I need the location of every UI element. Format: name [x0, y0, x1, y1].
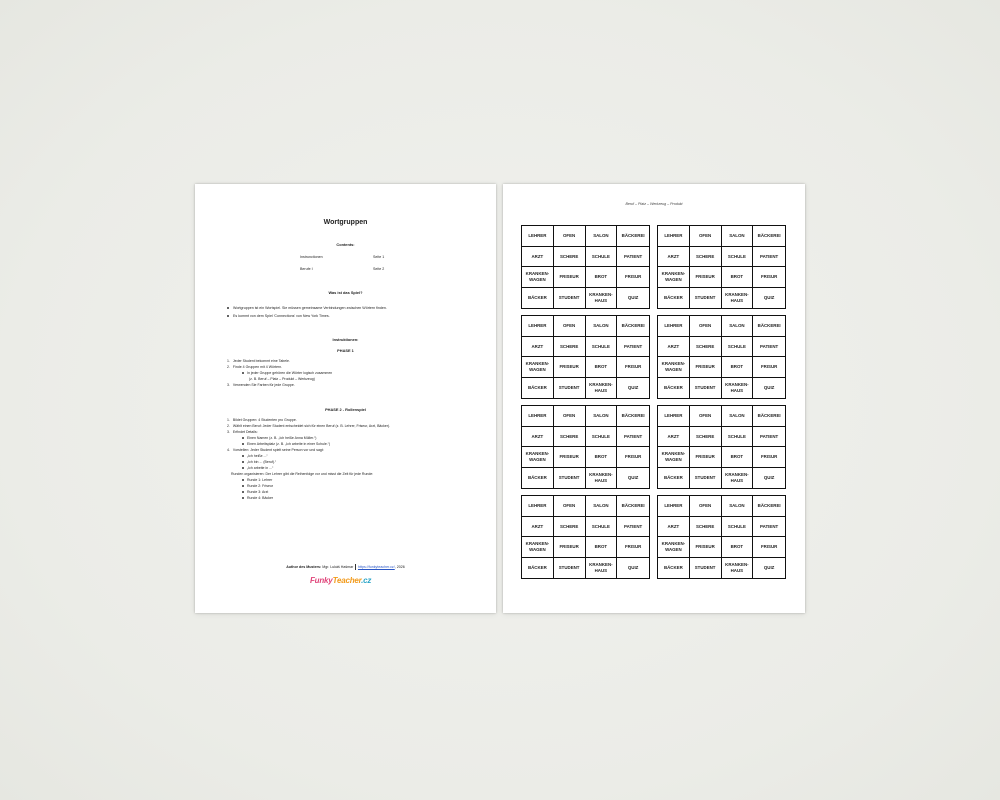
grid-cell[interactable]: FRISEUR — [554, 537, 586, 558]
line-text: Runde 2: Friseur — [247, 484, 274, 488]
grid-cell[interactable]: LEHRER — [658, 406, 690, 427]
grid-cell[interactable]: FRISUR — [753, 537, 785, 558]
grid-cell[interactable]: OFEN — [690, 226, 722, 247]
bullet-dot-icon — [242, 372, 244, 374]
grid-cell[interactable]: KRANKEN- WAGEN — [522, 447, 554, 468]
grid-cell[interactable]: PATIENT — [753, 247, 785, 268]
grid-page-heading: Beruf – Platz – Werkzeug – Produkt — [625, 202, 683, 206]
grid-cell[interactable]: LEHRER — [658, 496, 690, 517]
grid-cell[interactable]: SCHULE — [586, 337, 618, 358]
grid-cell[interactable]: KRANKEN- HAUS — [586, 378, 618, 399]
grid-cell[interactable]: ARZT — [658, 517, 690, 538]
toc-page-1: Seite 1 — [373, 255, 385, 259]
grid-cell[interactable]: BÄCKEREI — [617, 406, 649, 427]
grid-cell[interactable]: STUDENT — [690, 558, 722, 579]
grid-cell[interactable]: SCHERE — [554, 247, 586, 268]
word-grid — [521, 225, 650, 309]
grid-cell[interactable]: BÄCKER — [522, 468, 554, 489]
grid-cell[interactable]: FRISEUR — [690, 267, 722, 288]
grid-cell[interactable]: BÄCKER — [658, 288, 690, 309]
grid-cell[interactable]: BROT — [586, 357, 618, 378]
word-grid — [657, 495, 786, 579]
what-bullet-2: Es kommt von dem Spiel 'Connections' von New York Times. — [227, 312, 477, 320]
funkyteacher-logo: FunkyTeacher.cz — [310, 576, 372, 585]
line-text: Runde 1: Lehrer — [247, 478, 273, 482]
line-text: Finde 4 Gruppen mit 4 Wörtern. — [232, 365, 283, 369]
contents-heading: Contents: — [336, 242, 355, 247]
grid-cell[interactable]: OFEN — [554, 316, 586, 337]
grid-cell[interactable]: ARZT — [522, 337, 554, 358]
grid-cell[interactable]: KRANKEN- WAGEN — [522, 357, 554, 378]
phase2-line — [227, 495, 390, 501]
document-title: Wortgruppen — [323, 219, 368, 226]
grid-cell[interactable]: SCHULE — [586, 517, 618, 538]
grid-cell[interactable]: STUDENT — [554, 468, 586, 489]
list-number: 2. — [227, 424, 230, 428]
grid-cell[interactable]: LEHRER — [522, 226, 554, 247]
author-label: Author des Musters: — [286, 564, 322, 569]
toc-label-1: Instrunctionen — [300, 255, 323, 259]
grid-cell[interactable]: FRISUR — [753, 267, 785, 288]
grid-cell[interactable]: KRANKEN- HAUS — [586, 558, 618, 579]
bullet-dot-icon — [242, 491, 244, 493]
bullet-dot-icon — [242, 497, 244, 499]
line-text: (z. B. Beruf – Platz – Produkt – Werkzeug) — [249, 377, 315, 381]
line-text: Vorstellen: Jeder Student spielt seine Person vor und sagt: — [232, 448, 324, 452]
list-number: 3. — [227, 383, 230, 387]
grid-cell[interactable]: BROT — [722, 537, 754, 558]
grid-cell[interactable]: KRANKEN- WAGEN — [522, 537, 554, 558]
grid-cell[interactable]: SCHERE — [690, 247, 722, 268]
grid-cell[interactable]: BÄCKEREI — [753, 406, 785, 427]
grid-cell[interactable]: BÄCKER — [522, 558, 554, 579]
grid-cell[interactable]: SCHULE — [586, 427, 618, 448]
grid-cell[interactable]: PATIENT — [617, 427, 649, 448]
grid-cell[interactable]: SCHERE — [554, 517, 586, 538]
line-text: Einen Arbeitsplatz (z. B. „Ich arbeite in einer Schule.“) — [247, 442, 331, 446]
what-heading: Was ist das Spiel? — [328, 290, 363, 295]
grid-cell[interactable]: BÄCKEREI — [753, 316, 785, 337]
grid-cell[interactable]: FRISEUR — [690, 447, 722, 468]
line-text: „Ich bin ... (Beruf).“ — [247, 460, 277, 464]
grid-cell[interactable]: OFEN — [690, 496, 722, 517]
grid-cell[interactable]: STUDENT — [690, 468, 722, 489]
list-number: 3. — [227, 430, 230, 434]
grid-cell[interactable]: KRANKEN- WAGEN — [658, 447, 690, 468]
grid-cell[interactable]: QUIZ — [627, 385, 639, 391]
grid-cell[interactable]: BÄCKEREI — [753, 226, 785, 247]
phase1-heading: PHASE 1 — [337, 348, 354, 353]
grid-cell[interactable]: SCHULE — [722, 427, 754, 448]
grid-cell[interactable]: PATIENT — [753, 337, 785, 358]
grid-cell[interactable]: FRISEUR — [690, 537, 722, 558]
grid-cell[interactable]: BROT — [722, 267, 754, 288]
grid-cell[interactable]: FRISEUR — [690, 357, 722, 378]
author-line: Author des Musters: Mgr. Lukáš Hašmar https://funkyteacher.cz/, 2026 — [286, 564, 405, 569]
phase1-line — [227, 382, 332, 388]
grid-cell[interactable]: SCHERE — [554, 337, 586, 358]
phase2-list — [227, 417, 390, 501]
grid-cell[interactable]: KRANKEN- WAGEN — [658, 357, 690, 378]
grid-cell[interactable]: BROT — [722, 447, 754, 468]
grid-cell[interactable]: STUDENT — [554, 288, 586, 309]
grid-cell[interactable]: QUIZ — [627, 475, 639, 481]
grid-cell[interactable]: BÄCKER — [658, 558, 690, 579]
line-text: Erfindet Details: — [232, 430, 258, 434]
grid-cell[interactable]: KRANKEN- HAUS — [586, 288, 618, 309]
grid-cell[interactable]: OFEN — [554, 406, 586, 427]
grid-cell[interactable]: PATIENT — [617, 337, 649, 358]
grid-cell[interactable]: BÄCKER — [658, 378, 690, 399]
grid-cell[interactable]: FRISUR — [617, 537, 649, 558]
bullet-dot-icon — [242, 485, 244, 487]
author-name: Mgr. Lukáš Hašmar — [322, 564, 354, 569]
grid-cell[interactable]: OFEN — [690, 406, 722, 427]
grid-cell[interactable]: BÄCKEREI — [617, 226, 649, 247]
grid-cell[interactable]: SCHERE — [690, 337, 722, 358]
grid-cell[interactable]: PATIENT — [753, 427, 785, 448]
grid-cell[interactable]: FRISEUR — [554, 357, 586, 378]
grid-cell[interactable]: LEHRER — [658, 316, 690, 337]
grid-cell[interactable]: OFEN — [554, 496, 586, 517]
grid-cell[interactable]: BROT — [586, 537, 618, 558]
grid-cell[interactable]: QUIZ — [627, 565, 639, 571]
author-year: 2026 — [396, 564, 405, 569]
separator — [355, 564, 356, 570]
grid-cell[interactable]: LEHRER — [522, 496, 554, 517]
phase1-list — [227, 358, 332, 388]
word-grid — [657, 315, 786, 399]
line-text: Runde 4: Bäcker — [247, 496, 274, 500]
line-text: Runde 3: Arzt — [247, 490, 269, 494]
grid-cell[interactable]: SALON — [586, 496, 618, 517]
grid-cell[interactable]: PATIENT — [617, 247, 649, 268]
grid-cell[interactable]: SCHERE — [690, 427, 722, 448]
bullet-dot-icon — [242, 437, 244, 439]
grid-cell[interactable]: SALON — [722, 496, 754, 517]
bullet-dot-icon — [242, 467, 244, 469]
grid-cell[interactable]: SCHULE — [722, 247, 754, 268]
grid-cell[interactable]: STUDENT — [690, 378, 722, 399]
what-bullet-1: Wortgruppen ist ein Wortspiel. Sie müssen gemeinsame Verbindungen zwischen Wörtern finden. — [227, 304, 477, 312]
bullet-dot-icon — [242, 461, 244, 463]
grid-cell[interactable]: QUIZ — [627, 295, 639, 301]
author-link[interactable]: https://funkyteacher.cz/ — [357, 564, 395, 569]
grid-cell[interactable]: STUDENT — [690, 288, 722, 309]
grid-cell[interactable]: FRISUR — [617, 357, 649, 378]
grid-cell[interactable]: BÄCKEREI — [617, 316, 649, 337]
grid-cell[interactable]: BROT — [722, 357, 754, 378]
grid-cell[interactable]: QUIZ — [763, 565, 775, 571]
grid-cell[interactable]: SALON — [586, 406, 618, 427]
grid-cell[interactable]: OFEN — [690, 316, 722, 337]
grid-cell[interactable]: LEHRER — [522, 316, 554, 337]
grid-cell[interactable]: QUIZ — [763, 475, 775, 481]
instructions-heading: Instruktionen: — [332, 337, 359, 342]
grid-cell[interactable]: QUIZ — [763, 385, 775, 391]
line-text: Einen Namen (z. B. „Ich heiße Anna Müller.“) — [247, 436, 317, 440]
word-grid — [657, 405, 786, 489]
bullet-dot-icon — [242, 479, 244, 481]
grid-cell[interactable]: ARZT — [522, 427, 554, 448]
grid-cell[interactable]: FRISUR — [753, 357, 785, 378]
grid-cell[interactable]: SALON — [722, 226, 754, 247]
grid-cell[interactable]: QUIZ — [763, 295, 775, 301]
grid-cell[interactable]: BÄCKER — [658, 468, 690, 489]
grid-cell[interactable]: SCHERE — [554, 427, 586, 448]
bullet-dot-icon — [242, 455, 244, 457]
grid-cell[interactable]: SCHULE — [586, 247, 618, 268]
grid-cell[interactable]: KRANKEN- WAGEN — [658, 267, 690, 288]
grid-cell[interactable]: BÄCKEREI — [617, 496, 649, 517]
grid-cell[interactable]: KRANKEN- HAUS — [722, 378, 754, 399]
grid-cell[interactable]: SCHULE — [722, 337, 754, 358]
instructions-page — [195, 184, 496, 613]
grid-cell[interactable]: FRISEUR — [554, 447, 586, 468]
grid-cell[interactable]: PATIENT — [753, 517, 785, 538]
grid-cell[interactable]: FRISUR — [617, 447, 649, 468]
grid-cell[interactable]: PATIENT — [617, 517, 649, 538]
word-grid — [657, 225, 786, 309]
grid-cell[interactable]: ARZT — [522, 247, 554, 268]
line-text: In jeder Gruppe gehören die Wörter logisch zusammen — [247, 371, 333, 375]
grid-cell[interactable]: BROT — [586, 447, 618, 468]
word-grid — [521, 405, 650, 489]
grid-cell[interactable]: STUDENT — [554, 558, 586, 579]
grid-cell[interactable]: BÄCKER — [522, 288, 554, 309]
line-text: Wählt einen Beruf: Jeder Student entscheidet sich für einen Beruf (z. B. Lehrer, Friseur, Arzt, Bäcker). — [232, 424, 391, 428]
grid-cell[interactable]: SCHERE — [690, 517, 722, 538]
phase2-heading: PHASE 2 - Rollenspiel — [325, 407, 366, 412]
what-bullet-list — [227, 304, 477, 320]
toc-label-2: Berufe I — [300, 267, 313, 271]
list-number: 1. — [227, 418, 230, 422]
grid-cell[interactable]: SCHULE — [722, 517, 754, 538]
list-number: 4. — [227, 448, 230, 452]
grid-cell[interactable]: BÄCKEREI — [753, 496, 785, 517]
grid-cell[interactable]: KRANKEN- HAUS — [722, 558, 754, 579]
grid-cell[interactable]: SALON — [722, 406, 754, 427]
grid-cell[interactable]: FRISUR — [617, 267, 649, 288]
grid-cell[interactable]: KRANKEN- WAGEN — [522, 267, 554, 288]
grid-cell[interactable]: FRISEUR — [554, 267, 586, 288]
grid-cell[interactable]: BÄCKER — [522, 378, 554, 399]
grid-cell[interactable]: OFEN — [554, 226, 586, 247]
line-text: Verwenden Sie Farben für jede Gruppe. — [232, 383, 295, 387]
line-text: „Ich heiße ...“ — [247, 454, 268, 458]
grid-cell[interactable]: ARZT — [658, 427, 690, 448]
grid-cell[interactable]: FRISUR — [753, 447, 785, 468]
grid-cell[interactable]: SALON — [722, 316, 754, 337]
grid-cell[interactable]: KRANKEN- HAUS — [722, 468, 754, 489]
line-text: „Ich arbeite in ...“ — [247, 466, 274, 470]
word-grid — [521, 315, 650, 399]
line-text: Runden organisieren: Der Lehrer gibt die Reihenfolge vor und misst die Zeit für jede Runde: — [231, 472, 374, 476]
grid-cell[interactable]: SALON — [586, 226, 618, 247]
toc-page-2: Seite 2 — [373, 267, 385, 271]
grid-cell[interactable]: ARZT — [658, 247, 690, 268]
list-number: 2. — [227, 365, 230, 369]
grid-cell[interactable]: KRANKEN- WAGEN — [658, 537, 690, 558]
grid-cell[interactable]: KRANKEN- HAUS — [722, 288, 754, 309]
game-grid-page — [503, 184, 805, 613]
line-text: Bildet Gruppen: 4 Studenten pro Gruppe. — [232, 418, 297, 422]
grid-cell[interactable]: LEHRER — [658, 226, 690, 247]
grid-cell[interactable]: STUDENT — [554, 378, 586, 399]
word-grid — [521, 495, 650, 579]
bullet-dot-icon — [242, 443, 244, 445]
list-number: 1. — [227, 359, 230, 363]
line-text: Jeder Student bekommt eine Tabele. — [232, 359, 290, 363]
grid-cell[interactable]: KRANKEN- HAUS — [586, 468, 618, 489]
grid-cell[interactable]: BROT — [586, 267, 618, 288]
grid-cell[interactable]: LEHRER — [522, 406, 554, 427]
grid-cell[interactable]: ARZT — [522, 517, 554, 538]
grid-cell[interactable]: SALON — [586, 316, 618, 337]
grid-cell[interactable]: ARZT — [658, 337, 690, 358]
